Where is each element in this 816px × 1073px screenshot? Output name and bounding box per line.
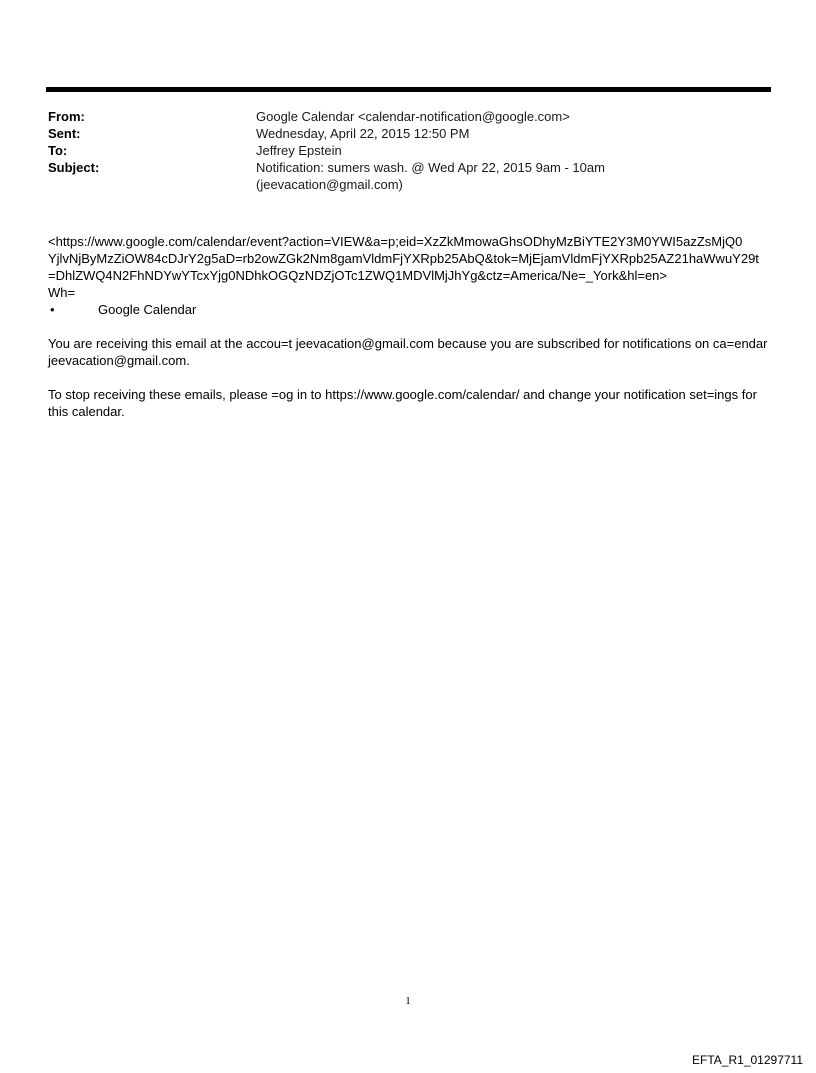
list-item bbox=[48, 301, 778, 318]
list-item-text: Google Calendar bbox=[98, 302, 197, 317]
email-body bbox=[48, 233, 778, 420]
unsubscribe-paragraph: To stop receiving these emails, please =og in to https://www.google.com/calendar/ and change your notification set=ings for this calendar. bbox=[48, 387, 757, 419]
header-divider bbox=[46, 87, 771, 92]
from-label: From: bbox=[48, 109, 85, 124]
notification-paragraph: You are receiving this email at the accou=t jeevacation@gmail.com because you are subscribed for notifications on ca=endar jeevacation@gmail.com. bbox=[48, 336, 768, 368]
sent-label: Sent: bbox=[48, 126, 81, 141]
subject-row bbox=[48, 159, 768, 193]
event-link-line-2[interactable]: YjlvNjByMzZiOW84cDJrY2g5aD=rb2owZGk2Nm8gamVldmFjYXRpb25AbQ&tok=MjEjamVldmFjYXRpb25AZ21haWwuY29t bbox=[48, 251, 759, 266]
subject-label: Subject: bbox=[48, 160, 100, 175]
to-value: Jeffrey Epstein bbox=[256, 143, 342, 158]
to-row bbox=[48, 142, 768, 159]
subject-line-1: Notification: sumers wash. @ Wed Apr 22, 2015 9am - 10am bbox=[256, 160, 605, 175]
email-header bbox=[48, 108, 768, 193]
from-value: Google Calendar <calendar-notification@google.com> bbox=[256, 109, 570, 124]
page-number: 1 bbox=[405, 995, 411, 1007]
from-row bbox=[48, 108, 768, 125]
sent-row bbox=[48, 125, 768, 142]
subject-line-2: (jeevacation@gmail.com) bbox=[256, 177, 403, 192]
event-link-line-1[interactable]: <https://www.google.com/calendar/event?action=VIEW&a=p;eid=XzZkMmowaGhsODhyMzBiYTE2Y3M0YWI5azZsMjQ0 bbox=[48, 234, 743, 249]
event-link[interactable] bbox=[48, 233, 778, 284]
sent-value: Wednesday, April 22, 2015 12:50 PM bbox=[256, 126, 470, 141]
event-link-line-3[interactable]: =DhlZWQ4N2FhNDYwYTcxYjg0NDhkOGQzNDZjOTc1ZWQ1MDVlMjJhYg&ctz=America/Ne=_York&hl=en> bbox=[48, 268, 668, 283]
to-label: To: bbox=[48, 143, 68, 158]
subject-value bbox=[256, 159, 768, 193]
document-id: EFTA_R1_01297711 bbox=[692, 1053, 803, 1067]
bullet-icon: • bbox=[50, 302, 55, 317]
wh-line: Wh= bbox=[48, 285, 76, 300]
